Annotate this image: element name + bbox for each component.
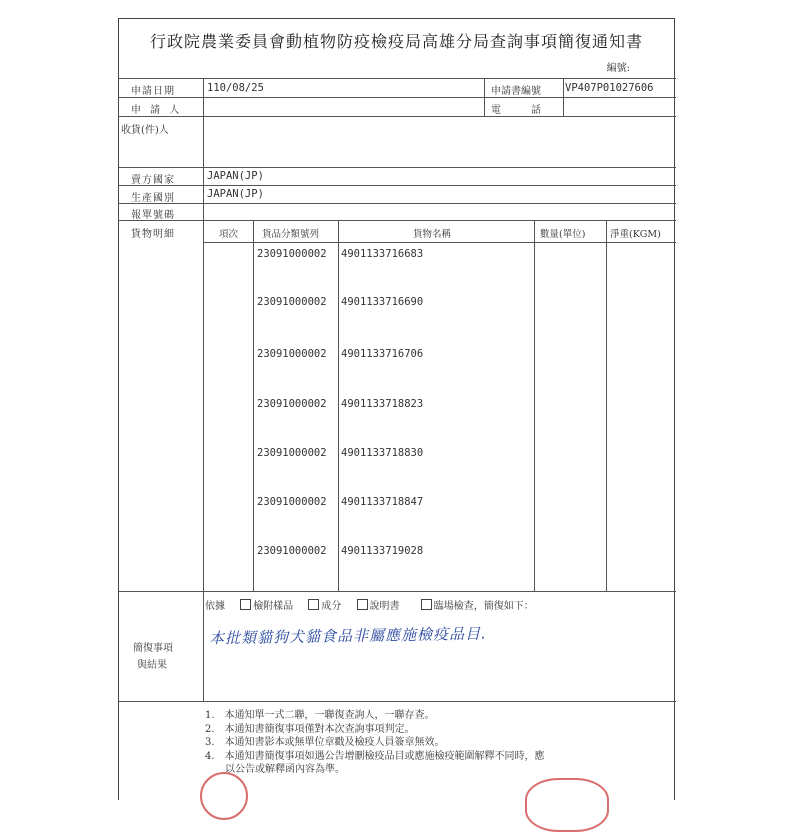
checkbox-onsite[interactable]	[421, 599, 432, 610]
rule	[338, 220, 339, 591]
note-item: 2. 本通知書簡復事項僅對本次查詢事項判定。	[205, 723, 415, 735]
option-onsite[interactable]: 臨場檢查	[421, 601, 474, 612]
origin-value: JAPAN(JP)	[207, 188, 264, 200]
checkbox-ingredients[interactable]	[308, 599, 319, 610]
rule	[119, 701, 676, 702]
reply-section-label-2: 與結果	[137, 660, 167, 671]
row-5-tariff-code: 23091000002	[257, 447, 327, 459]
rule	[253, 220, 254, 591]
row-2-goods-name: 4901133716690	[341, 296, 424, 308]
col-header-tariff-code: 貨品分類號列	[262, 229, 320, 240]
origin-label: 生產國別	[131, 193, 175, 204]
option-manual[interactable]: 說明書	[357, 601, 400, 612]
row-5-goods-name: 4901133718830	[341, 447, 424, 459]
official-seal-stamp	[525, 778, 609, 832]
declaration-label: 報單號碼	[131, 210, 175, 221]
row-7-tariff-code: 23091000002	[257, 545, 327, 557]
notice-form	[118, 18, 675, 800]
rule	[203, 78, 204, 701]
basis-line	[205, 597, 534, 612]
applicant-label: 申 請 人	[131, 105, 183, 116]
seller-country-value: JAPAN(JP)	[207, 170, 264, 182]
row-2-tariff-code: 23091000002	[257, 296, 327, 308]
apply-date-label: 申請日期	[131, 86, 175, 97]
row-3-tariff-code: 23091000002	[257, 348, 327, 360]
row-4-goods-name: 4901133718823	[341, 398, 424, 410]
rule	[563, 78, 564, 116]
rule	[484, 78, 485, 116]
checkbox-sample[interactable]	[240, 599, 251, 610]
basis-label: 依據	[205, 601, 225, 612]
col-header-item-no: 項次	[219, 229, 239, 240]
note-item: 以公告或解釋函內容為準。	[205, 764, 345, 775]
reply-section-label: 簡復事項	[133, 643, 173, 654]
row-4-tariff-code: 23091000002	[257, 398, 327, 410]
notes-list	[205, 709, 545, 777]
note-item: 3. 本通知書影本或無單位章戳及檢疫人員簽章無效。	[205, 737, 445, 748]
document-title: 行政院農業委員會動植物防疫檢疫局高雄分局查詢事項簡復通知書	[149, 32, 643, 51]
handwritten-reply: 本批類貓狗犬貓食品非屬應施檢疫品目.	[208, 624, 487, 648]
row-1-tariff-code: 23091000002	[257, 248, 327, 260]
row-1-goods-name: 4901133716683	[341, 248, 424, 260]
row-6-tariff-code: 23091000002	[257, 496, 327, 508]
official-seal-stamp	[200, 772, 248, 820]
col-header-quantity: 數量(單位)	[540, 229, 586, 240]
seller-country-label: 賣方國家	[131, 175, 175, 186]
row-7-goods-name: 4901133719028	[341, 545, 424, 557]
phone-label: 電 話	[491, 105, 541, 116]
option-sample[interactable]: 檢附樣品	[240, 601, 293, 612]
basis-suffix: ，簡復如下：	[473, 601, 534, 612]
note-item: 1. 本通知單一式二聯，一聯復查詢人，一聯存查。	[205, 710, 435, 721]
checkbox-manual[interactable]	[357, 599, 368, 610]
row-3-goods-name: 4901133716706	[341, 348, 424, 360]
col-header-net-weight: 淨重(KGM)	[610, 229, 661, 240]
option-ingredients[interactable]: 成分	[308, 601, 341, 612]
serial-label: 編號:	[606, 63, 630, 74]
goods-detail-label: 貨物明細	[131, 229, 175, 240]
rule	[534, 220, 535, 591]
col-header-goods-name: 貨物名稱	[413, 229, 452, 240]
app-no-value: VP407P01027606	[565, 82, 654, 94]
row-6-goods-name: 4901133718847	[341, 496, 424, 508]
app-no-label: 申請書編號	[491, 86, 541, 97]
apply-date-value: 110/08/25	[207, 82, 264, 94]
note-item: 4. 本通知書簡復事項如遇公告增刪檢疫品目或應施檢疫範圍解釋不同時，應	[205, 750, 545, 762]
rule	[606, 220, 607, 591]
consignee-label: 收貨(件)人	[121, 125, 169, 136]
